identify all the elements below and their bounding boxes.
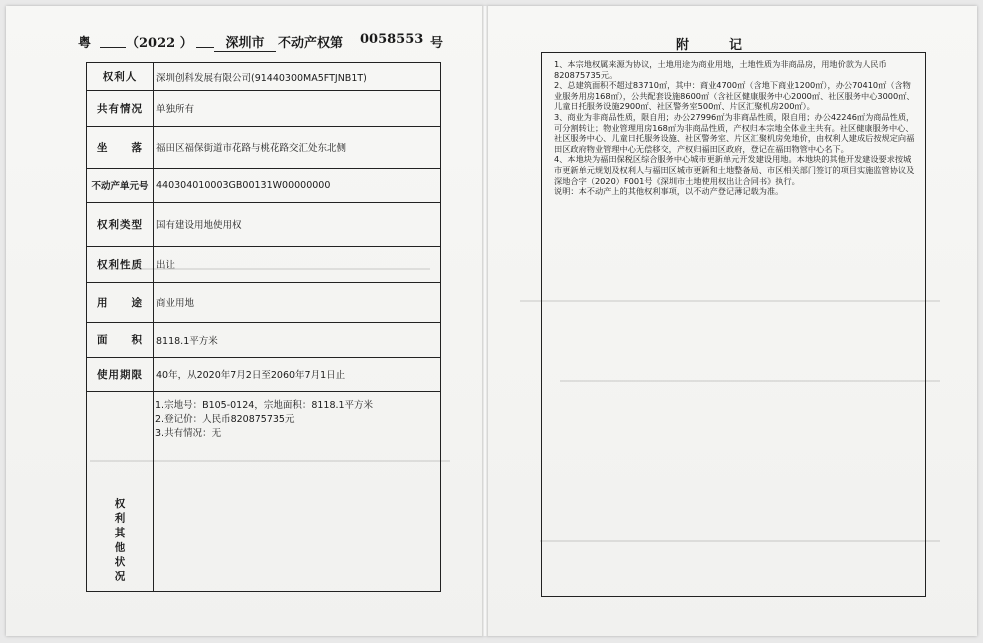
value-term: 40年，从2020年7月2日至2060年7月1日止 xyxy=(156,370,346,381)
book-spine xyxy=(482,6,488,636)
cert-suffix: 号 xyxy=(430,36,444,51)
certificate-header xyxy=(78,32,458,52)
row-right-type xyxy=(87,202,440,247)
province: 粤 xyxy=(78,36,92,51)
value-location: 福田区福保街道市花路与桃花路交汇处东北侧 xyxy=(156,143,347,154)
row-location xyxy=(87,126,440,169)
register-table xyxy=(86,62,441,592)
city: 深圳市 xyxy=(214,32,276,52)
cert-number: 0058553 xyxy=(360,32,424,47)
row-owner xyxy=(87,63,440,91)
label-right-type: 权利类型 xyxy=(87,202,154,246)
label-right-nature: 权利性质 xyxy=(87,246,154,282)
other-status-line: 2.登记价：人民币820875735元 xyxy=(155,414,295,425)
note-item: 3、商业为非商品性质，限自用；办公27996㎡为非商品性质，限自用；办公42246㎡为商品性质，可分割转让；物业管理用房168㎡为非商品性质，产权归本宗地全体业主共有。社区健康服务中心、社区服务中心、儿童日托服务设施、社区警务室、片区汇聚机房免地价，由权利人建成后按规定向福田区政府物业管理中心无偿移交，产权归福田区政府，登记在福田物管中心名下。 xyxy=(554,111,915,154)
value-usage: 商业用地 xyxy=(156,298,195,309)
year: （2022 ） xyxy=(126,36,193,51)
row-area xyxy=(87,322,440,358)
label-co-ownership: 共有情况 xyxy=(87,90,154,126)
label-other-status xyxy=(87,391,154,591)
row-co-ownership xyxy=(87,90,440,127)
label-location: 坐 落 xyxy=(87,126,154,168)
value-right-nature: 出让 xyxy=(156,260,176,271)
other-status-line: 1.宗地号：B105-0124，宗地面积：8118.1平方米 xyxy=(155,400,374,411)
row-term xyxy=(87,357,440,392)
note-item: 1、本宗地权属来源为协议，土地用途为商业用地，土地性质为非商品房，用地价款为人民币820875735元。 xyxy=(554,59,887,80)
value-area: 8118.1平方米 xyxy=(156,335,218,347)
note-item: 4、本地块为福田保税区综合服务中心城市更新单元开发建设用地。本地块的其他开发建设要求按城市更新单元规划及权利人与福田区城市更新和土地整备局、市区相关部门签订的项目实施监管协议及深地合字（2020）F001号《深圳市土地使用权出让合同书》执行。 xyxy=(554,154,915,186)
row-usage xyxy=(87,282,440,323)
label-usage: 用 途 xyxy=(87,282,154,322)
label-other-status-text: 权利其他状况 xyxy=(113,497,126,585)
other-status-lines xyxy=(155,399,373,441)
annotations-box xyxy=(541,52,926,597)
note-item: 2、总建筑面积不超过83710㎡，其中：商业4700㎡（含地下商业1200㎡），办公70410㎡（含物业服务用房168㎡），公共配套设施8600㎡（含社区健康服务中心2000㎡、社区服务中心3000㎡、儿童日托服务设施2900㎡、社区警务室500㎡、片区汇聚机房200㎡）。 xyxy=(554,80,915,112)
row-other-status xyxy=(87,391,440,591)
row-right-nature xyxy=(87,246,440,283)
label-unit-number: 不动产单元号 xyxy=(87,168,154,202)
annotations-title: 附记 xyxy=(676,38,783,53)
year-underline xyxy=(196,32,214,48)
label-term: 使用期限 xyxy=(87,357,154,391)
province-underline xyxy=(100,32,126,48)
note-explanation: 说明：本不动产上的其他权利事项，以不动产登记薄记载为准。 xyxy=(554,186,784,197)
value-owner: 深圳创科发展有限公司(91440300MA5FTJNB1T) xyxy=(156,72,367,84)
other-status-line: 3.共有情况：无 xyxy=(155,428,222,439)
label-area: 面 积 xyxy=(87,322,154,357)
value-unit-number: 440304010003GB00131W00000000 xyxy=(156,179,331,191)
row-unit-number xyxy=(87,168,440,203)
cert-prefix: 不动产权第 xyxy=(278,36,344,51)
label-owner: 权利人 xyxy=(87,63,154,90)
value-right-type: 国有建设用地使用权 xyxy=(156,220,242,231)
value-co-ownership: 单独所有 xyxy=(156,104,195,115)
